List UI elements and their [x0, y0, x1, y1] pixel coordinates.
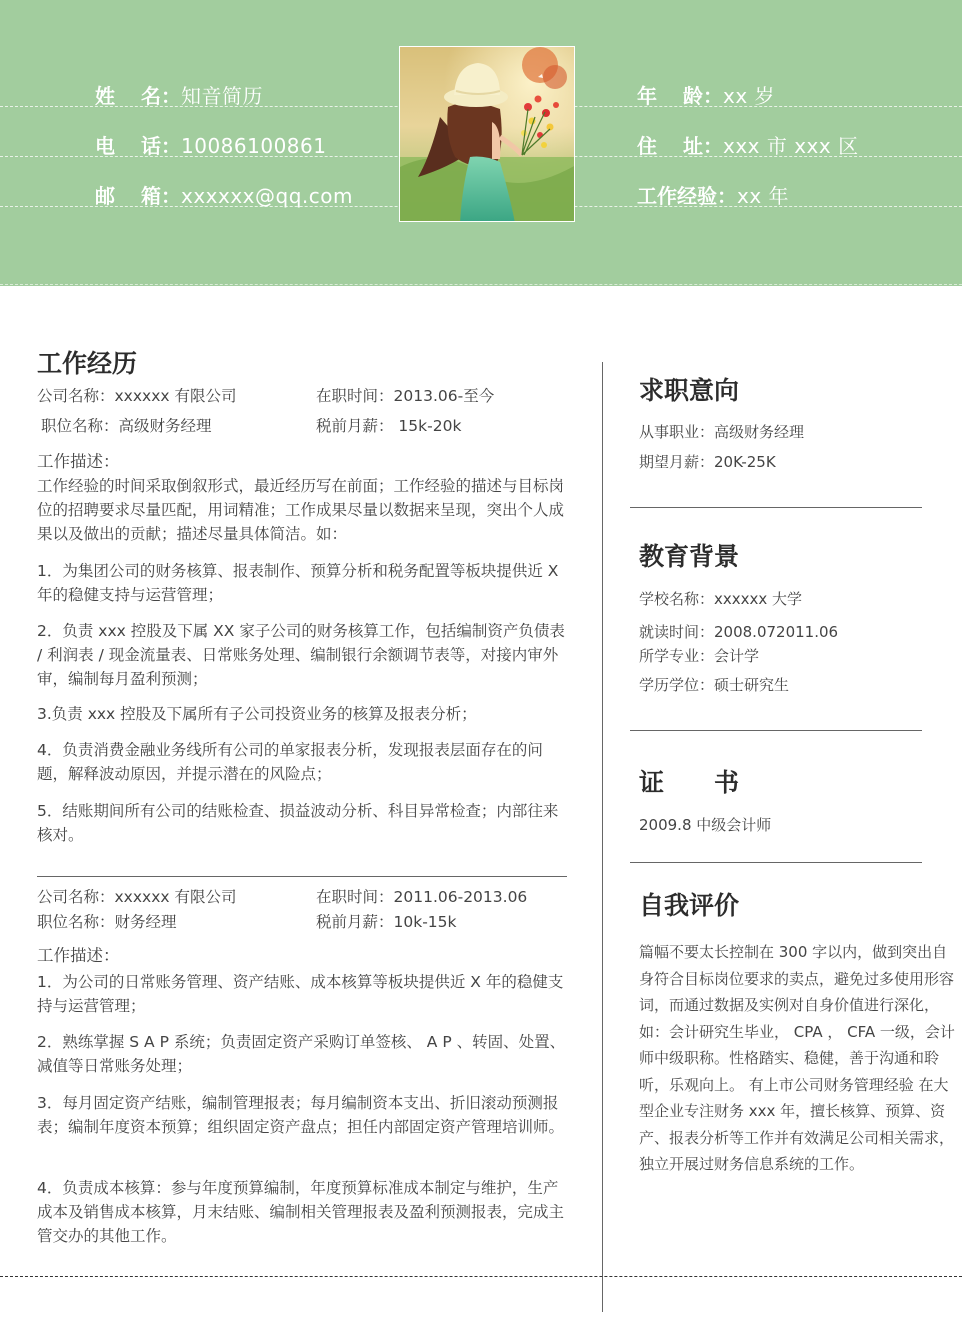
job2-position: 职位名称：财务经理 [37, 913, 177, 931]
job2-desc-label: 工作描述： [37, 946, 120, 965]
self-section-title: 自我评价 [639, 891, 740, 920]
work-section-title: 工作经历 [37, 349, 138, 378]
profile-photo-illustration [400, 47, 575, 222]
column-divider [602, 362, 603, 1312]
job1-salary: 税前月薪： 15k-20k [316, 417, 462, 435]
phone-field: 电 话：10086100861 [95, 134, 327, 158]
certificate-section-title: 证 书 [639, 768, 740, 797]
address-field: 住 址：xxx 市 xxx 区 [637, 134, 859, 158]
self-evaluation-text: 篇幅不要太长控制在 300 字以内，做到突出自身符合目标岗位要求的卖点，避免过多使用形容词，而通过数据及实例对自身价值进行深化，如：会计研究生毕业， CPA ， CFA 一级，会计师中级职称。性格踏实、稳健，善于沟通和聆听，乐观向上。 有上市公司财务管理经验 在大型企业专注财务 xxx 年，擅长核算、预算、资产、报表分析等工作并有效满足公司相关需求，独立开展过财务信息系统的工作。 [639, 943, 955, 1173]
job-separator [37, 876, 567, 877]
job2-item: 2．熟练掌握 S A P 系统；负责固定资产采购订单签核、 A P 、转固、处置、减值等日常账务处理； [37, 1033, 566, 1075]
education-school: 学校名称：xxxxxx 大学 [639, 590, 803, 608]
job2-company: 公司名称：xxxxxx 有限公司 [37, 888, 237, 906]
age-value: xx 岁 [723, 84, 776, 108]
job1-desc-label: 工作描述： [37, 452, 120, 471]
job1-position: 职位名称：高级财务经理 [41, 417, 212, 435]
job1-item: 2．负责 xxx 控股及下属 XX 家子公司的财务核算工作，包括编制资产负债表 / 利润表 / 现金流量表、日常账务处理、编制银行余额调节表等，对接内审外审，编制每月盈利预测； [37, 622, 565, 688]
education-section-title: 教育背景 [639, 542, 740, 571]
job1-item: 3.负责 xxx 控股及下属所有子公司投资业务的核算及报表分析； [37, 705, 477, 723]
address-value: xxx 市 xxx 区 [723, 134, 859, 158]
age-field: 年 龄：xx 岁 [637, 84, 776, 108]
job1-period: 在职时间：2013.06-至今 [316, 387, 495, 405]
intent-salary: 期望月薪：20K-25K [639, 453, 776, 471]
job2-item: 4．负责成本核算：参与年度预算编制，年度预算标准成本制定与维护，生产成本及销售成本核算，月末结账、编制相关管理报表及盈利预测报表，完成主管交办的其他工作。 [37, 1179, 565, 1245]
name-field: 姓 名：知音简历 [95, 84, 263, 108]
name-value: 知音简历 [181, 84, 263, 108]
email-value: xxxxxx@qq.com [181, 184, 353, 208]
profile-photo [399, 46, 575, 222]
experience-field: 工作经验：xx 年 [637, 184, 790, 208]
section-separator [630, 507, 922, 508]
job1-company: 公司名称：xxxxxx 有限公司 [37, 387, 237, 405]
job2-salary: 税前月薪：10k-15k [316, 913, 457, 931]
job2-item: 3．每月固定资产结账，编制管理报表；每月编制资本支出、折旧滚动预测报表；编制年度资本预算；组织固定资产盘点；担任内部固定资产管理培训师。 [37, 1094, 565, 1136]
section-separator [630, 730, 922, 731]
education-major: 所学专业：会计学 [639, 647, 760, 665]
footer-dashed-line [0, 1276, 962, 1277]
education-period: 就读时间：2008.072011.06 [639, 623, 839, 641]
job1-intro: 工作经验的时间采取倒叙形式，最近经历写在前面；工作经验的描述与目标岗位的招聘要求尽量匹配，用词精准；工作成果尽量以数据来呈现，突出个人成果以及做出的贡献；描述尽量具体简洁。如： [37, 477, 565, 543]
job1-item: 1．为集团公司的财务核算、报表制作、预算分析和税务配置等板块提供近 X 年的稳健支持与运营管理； [37, 562, 559, 604]
section-separator [630, 862, 922, 863]
job1-item: 4．负责消费金融业务线所有公司的单家报表分析，发现报表层面存在的问题，解释波动原因，并提示潜在的风险点； [37, 741, 543, 783]
phone-value: 10086100861 [181, 134, 327, 158]
header-banner [0, 0, 962, 286]
intent-section-title: 求职意向 [639, 376, 740, 405]
intent-occupation: 从事职业：高级财务经理 [639, 423, 805, 441]
email-field: 邮 箱：xxxxxx@qq.com [95, 184, 353, 208]
experience-value: xx 年 [737, 184, 790, 208]
job1-item: 5．结账期间所有公司的结账检查、损益波动分析、科目异常检查；内部往来核对。 [37, 802, 559, 844]
job2-period: 在职时间：2011.06-2013.06 [316, 888, 528, 906]
education-degree: 学历学位：硕士研究生 [639, 676, 790, 694]
header-bottom-border [0, 284, 962, 285]
certificate-item: 2009.8 中级会计师 [639, 816, 772, 834]
job2-item: 1．为公司的日常账务管理、资产结账、成本核算等板块提供近 X 年的稳健支持与运营管理； [37, 973, 564, 1015]
